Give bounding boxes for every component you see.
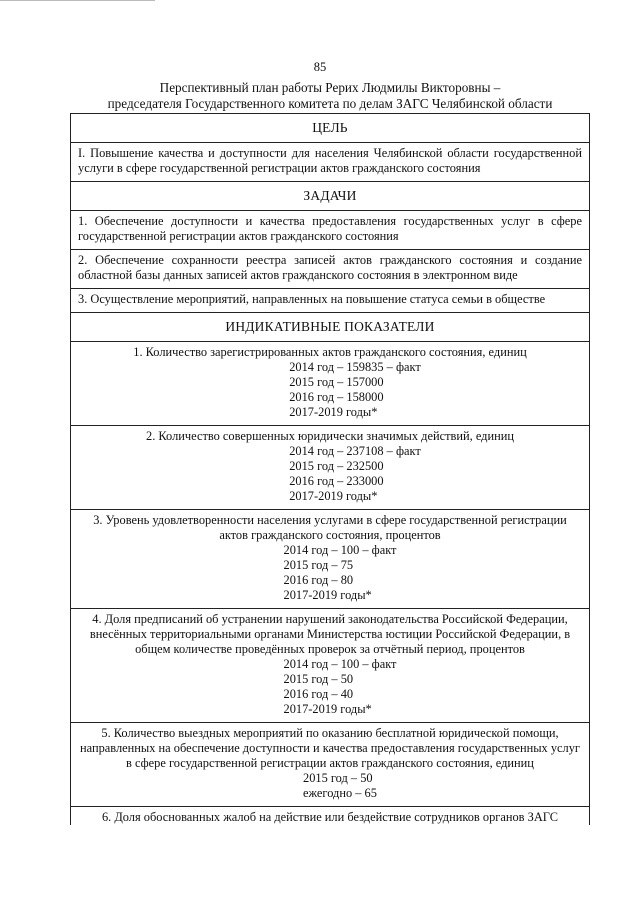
plan-table: [70, 113, 590, 825]
indicator-3: [71, 510, 590, 609]
indicator-value: ежегодно – 65: [303, 786, 377, 800]
indicator-value: 2015 год – 50: [283, 672, 354, 686]
indicator-6: [71, 807, 590, 826]
indicator-values: [289, 360, 421, 420]
page-number: 85: [313, 60, 327, 74]
indicator-value: 2015 год – 50: [303, 771, 373, 785]
indicator-value: 2015 год – 75: [283, 558, 354, 572]
indicator-value: 2016 год – 158000: [289, 390, 384, 404]
indicator-value: 2014 год – 159835 – факт: [289, 360, 421, 374]
indicator-values: [284, 543, 397, 603]
document-header: [60, 80, 600, 112]
indicator-value: 2015 год – 232500: [289, 459, 384, 473]
indicator-title: 4. Доля предписаний об устранении нарушений законодательства Российской Федерации, внесённых территориальными органами Министерства юстиции Российской Федерации, в общем количестве проведённых проверок за отчётный период, процентов: [89, 612, 571, 656]
indicator-value: 2016 год – 233000: [289, 474, 384, 488]
indicator-1: [71, 342, 590, 426]
indicators-heading: ИНДИКАТИВНЫЕ ПОКАЗАТЕЛИ: [71, 313, 590, 342]
task-item: 1. Обеспечение доступности и качества предоставления государственных услуг в сфере государственной регистрации актов гражданского состояния: [71, 211, 590, 250]
indicator-value: 2017-2019 годы*: [283, 588, 372, 602]
indicator-title: 2. Количество совершенных юридически значимых действий, единиц: [146, 429, 514, 443]
indicator-values: [303, 771, 377, 801]
indicator-value: 2016 год – 80: [283, 573, 354, 587]
tasks-heading: ЗАДАЧИ: [71, 182, 590, 211]
indicator-values: [289, 444, 421, 504]
indicator-value: 2014 год – 237108 – факт: [289, 444, 421, 458]
indicator-value: 2014 год – 100 – факт: [283, 657, 397, 671]
header-line-1: Перспективный план работы Рерих Людмилы Викторовны –: [159, 80, 501, 95]
indicator-value: 2016 год – 40: [283, 687, 354, 701]
goal-text: I. Повышение качества и доступности для населения Челябинской области государственной услуги в сфере государственной регистрации актов гражданского состояния: [71, 143, 590, 182]
indicator-value: 2017-2019 годы*: [289, 405, 378, 419]
indicator-title: 6. Доля обоснованных жалоб на действие или бездействие сотрудников органов ЗАГС: [101, 810, 559, 824]
indicator-value: 2017-2019 годы*: [289, 489, 378, 503]
indicator-value: 2014 год – 100 – факт: [283, 543, 397, 557]
indicator-5: [71, 723, 590, 807]
indicator-title: 5. Количество выездных мероприятий по оказанию бесплатной юридической помощи, направленных на обеспечение доступности и качества предоставления государственных услуг в сфере государственной регистрации актов гражданского состояния, единиц: [79, 726, 580, 770]
goal-heading: ЦЕЛЬ: [71, 114, 590, 143]
task-item: 3. Осуществление мероприятий, направленных на повышение статуса семьи в обществе: [71, 289, 590, 313]
indicator-title: 3. Уровень удовлетворенности населения услугами в сфере государственной регистрации актов гражданского состояния, процентов: [93, 513, 567, 542]
indicator-values: [284, 657, 397, 717]
indicator-title: 1. Количество зарегистрированных актов гражданского состояния, единиц: [133, 345, 527, 359]
task-item: 2. Обеспечение сохранности реестра записей актов гражданского состояния и создание областной базы данных записей актов гражданского состояния в электронном виде: [71, 250, 590, 289]
indicator-2: [71, 426, 590, 510]
indicator-value: 2015 год – 157000: [289, 375, 384, 389]
header-line-2: председателя Государственного комитета по делам ЗАГС Челябинской области: [107, 96, 553, 111]
indicator-4: [71, 609, 590, 723]
indicator-value: 2017-2019 годы*: [283, 702, 372, 716]
scan-edge-line: [0, 0, 155, 1]
